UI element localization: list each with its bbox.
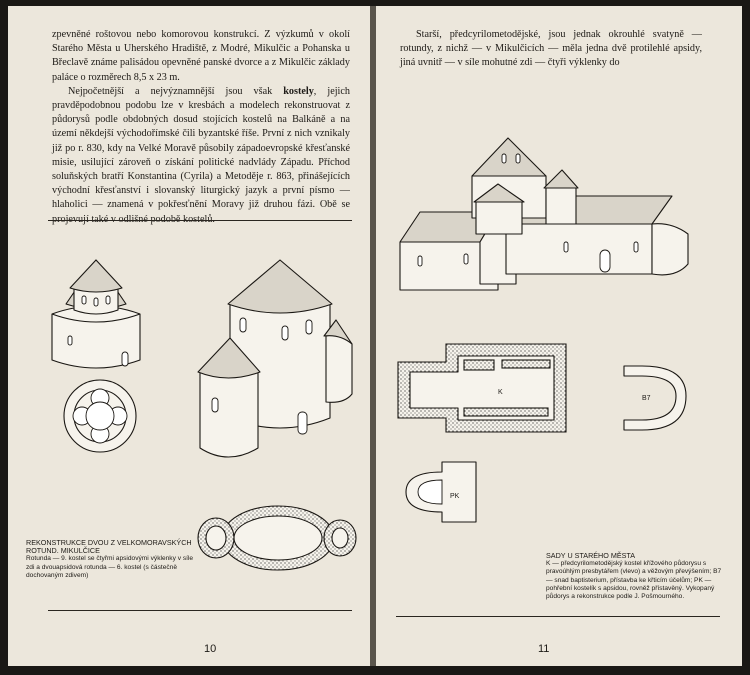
paragraph-2-rest: , jejich pravděpodobnou podobu lze v kresbách a modelech rekonstruovat z půdorysů podle obdobných dosud stojících kostelů na Balkáně a na území někdejší východořímské čili byzantské říše. První z nich vznikaly již po r. 830, kdy na Velké Moravě působily západoevropské křesťanské misie, usilující zároveň o získání politické nadvlády Západu. Příchod soluňských bratří Konstantina (Cyrila) a Metoděje r. 863, přinášejících východní křesťanství i slovanský liturgický jazyk a první písmo — hlaholici — znamená v pokřesťnění Moravy již druhou fázi. Obě se — [52, 85, 350, 211]
label-pk: PK — [450, 493, 460, 500]
church-drawing — [400, 138, 688, 290]
right-caption — [546, 552, 726, 601]
small-rotunda-drawing — [52, 260, 140, 368]
right-body-text — [400, 28, 702, 71]
four-apse-plan — [64, 380, 136, 452]
church-reconstruction — [376, 114, 742, 294]
two-apse-plan — [198, 506, 356, 570]
right-page-number: 11 — [538, 643, 550, 655]
label-b7: B7 — [642, 395, 651, 402]
church-k-plan — [398, 344, 566, 432]
paragraph-2-start: Nejpočetnější a nejvýznamnější jsou však — [68, 85, 284, 97]
right-page — [376, 6, 742, 666]
excavation-plan — [376, 322, 742, 562]
right-caption-body: K — předcyrilometodějský kostel křížového půdorysu s pravoúhlým presbytářem (vlevo) a věžovým převýšením; B7 — snad baptisterium, přístavba ke křticím účelům; PK — pohřební kostelík s apsidou, rovněž přístavěný. Vykopaný půdorys a rekonstrukce podle J. Pošmourného. — [546, 560, 722, 601]
right-caption-title: SADY U STARÉHO MĚSTA — [546, 551, 636, 560]
label-k: K — [498, 389, 503, 396]
left-page-number: 10 — [204, 643, 217, 655]
left-body-text — [52, 28, 350, 227]
left-paragraph-2 — [52, 85, 350, 227]
left-page — [8, 6, 370, 666]
left-caption-title: REKONSTRUKCE DVOU Z VELKOMORAVSKÝCH ROTUND. MIKULČICE — [26, 538, 192, 556]
funeral-church-pk-plan — [406, 462, 476, 522]
left-caption — [26, 539, 196, 580]
left-paragraph-1: zpevněné roštovou nebo komorovou konstrukcí. Z výzkumů v okolí Starého Města u Uherského Hradiště, z Modré, Mikulčic a Pohanska u Břeclavě známe palisádou opevněné panské dvorce a z Mikulčic základy paláce o rozměrech 8,5 x 23 m. — [52, 29, 350, 83]
large-rotunda-drawing — [198, 260, 352, 457]
right-paragraph: Starší, předcyrilometodějské, jsou jednak okrouhlé svatyně — rotundy, z nichž — v Mikulčicích — měla jedna dvě protilehlé apsidy, jiná uvnitř — v síle mohutné zdi — čtyři výklenky do — [400, 29, 702, 69]
left-top-rule — [48, 220, 352, 221]
baptistery-b7-plan — [624, 366, 686, 430]
left-bottom-rule — [48, 610, 352, 611]
right-bottom-rule — [396, 616, 720, 617]
paragraph-2-bold: kostely — [283, 85, 314, 97]
left-caption-body: Rotunda — 9. kostel se čtyřmi apsidovými výklenky v síle zdi a dvouapsidová rotunda — 6. kostel (s částečně dochovaným zdivem) — [26, 555, 194, 579]
